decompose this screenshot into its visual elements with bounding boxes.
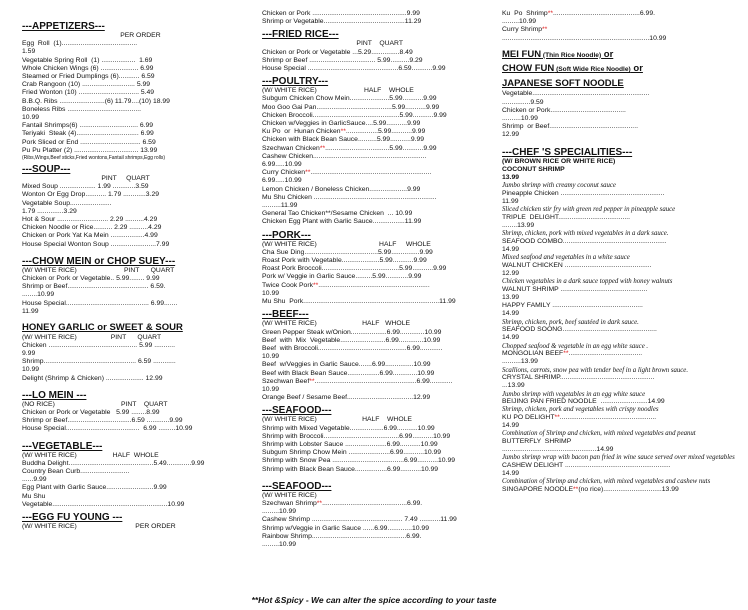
menu-column-left	[22, 18, 244, 531]
spicy-marker: **	[305, 169, 311, 177]
menu-line-spicy	[262, 282, 502, 290]
menu-line: (W/ WHITE RICE) HALF WHOLE	[262, 240, 431, 248]
noodle-description: (Thin Rice Noodle)	[541, 51, 602, 59]
menu-line: House Special............................................ 6.99.......	[22, 299, 178, 307]
menu-line-spicy	[502, 10, 742, 18]
menu-line: Cha Sue Ding.......................................5.99...............9.99	[262, 248, 433, 256]
menu-line: 14.99	[502, 310, 520, 318]
menu-line: Subgum Chicken Chow Mein.....................5.99...........9.99	[262, 95, 437, 103]
menu-line: 11.99	[22, 307, 39, 315]
menu-line: Chicken with Black Bean Sauce..........5.99...........9.99	[262, 136, 425, 144]
menu-line: Orange Beef / Sesame Beef...................................12.99	[262, 394, 431, 402]
dish-name: Ku Po or Hunan Chicken	[262, 128, 341, 136]
menu-line: Chicken Broccoli..............................................5.99...........9.99	[262, 111, 447, 119]
menu-line: House Special....................................... 6.99 .........10.99	[22, 425, 193, 433]
section-heading: ---CHEF 'S SPECIALITIES---	[502, 146, 633, 158]
menu-line: Shrimp................................................. 6.59 ............	[22, 358, 176, 366]
dish-price-leader: ..............................................6.99.	[553, 10, 655, 17]
menu-line: 10.99	[262, 353, 280, 361]
section-heading	[502, 79, 742, 91]
menu-line: Vegetable.............................................................10.99	[22, 500, 185, 508]
dish-price-leader: ...................................................	[559, 413, 657, 421]
dish-price-leader: ..................................5.99...........9.99	[325, 144, 437, 152]
dish-name: KU PO DELIGHT	[502, 413, 555, 421]
menu-line: ..........13.99	[502, 358, 538, 366]
noodle-description: (Soft Wide Rice Noodle)	[554, 66, 631, 74]
menu-line: Beef with Black Bean Sauce.................6.99.............10.99	[262, 369, 435, 377]
section-heading	[502, 50, 742, 62]
menu-line: (W/ WHITE RICE) HALF WHOLE	[22, 451, 159, 459]
spicy-marker: **	[319, 144, 326, 152]
menu-line: Country Bean Curb..........................	[22, 468, 130, 476]
menu-line: SEAFOOD COMBO.......................................................	[502, 237, 667, 245]
menu-line: Rainbow Shrimp..................................................6.99.	[262, 532, 422, 540]
dish-name: Curry Chicken	[262, 169, 306, 177]
spacer	[22, 383, 244, 387]
menu-line: Moo Goo Gai Pan........................................5.99...........9.99	[262, 103, 440, 111]
dish-name: Twice Cook Pork	[262, 281, 313, 289]
menu-line: Chicken or Pork or Vegetable.. 5.99........ 9.99	[22, 275, 160, 283]
menu-line: Pu Pu Platter (2) .................................. 13.99	[22, 146, 158, 154]
spicy-marker: **	[309, 377, 315, 385]
dish-description: Combination of Shrimp and chicken, with mixed vegetables and peanut	[502, 430, 696, 438]
menu-line: Hot & Sour ........................... 2.29 ..........4.29	[22, 216, 158, 224]
spicy-marker: **	[573, 485, 579, 493]
menu-line: Shrimp with Lobster Sauce ......................6.99...........10.99	[262, 440, 438, 448]
menu-line: ..................................................14.99	[502, 446, 614, 454]
menu-line: (NO RICE) PINT QUART	[22, 400, 168, 408]
dish-price-leader: .............................................6.99.	[322, 499, 423, 507]
dish-price-leader: .................5.99...........9.99	[345, 128, 426, 136]
section-heading: ---VEGETABLE---	[22, 440, 103, 452]
menu-line: Chicken Egg Plant with Garlic Sauce.................11.99	[262, 218, 422, 226]
menu-line: Egg Plant with Garlic Sauce.........................9.99	[22, 484, 167, 492]
spice-footnote: **Hot &Spicy - We can alter the spice according to your taste	[251, 595, 497, 605]
menu-line: ........10.99	[22, 291, 55, 299]
menu-line: BUTTERFLY SHRIMP	[502, 437, 572, 445]
dish-name: MONGOLIAN BEEF	[502, 350, 564, 358]
menu-line-bold: 13.99	[502, 173, 520, 181]
menu-line: 1.79 ..............3.29	[22, 207, 77, 215]
noodle-type: CHOW FUN	[502, 63, 555, 75]
menu-line: Pork w/ Veggie in Garlic Sauce.........5.99............9.99	[262, 273, 422, 281]
heading-conjunction: or	[601, 48, 614, 60]
menu-line-spicy	[262, 145, 502, 153]
section-heading: ---SEAFOOD---	[262, 480, 332, 492]
menu-line: Vegetable Spring Roll (1) .................. 1.69	[22, 56, 153, 64]
menu-column-right	[502, 10, 742, 494]
menu-line: Pork Sliced or End ................................ 6.59	[22, 138, 156, 146]
menu-line: Mu Shu Chicken .................................................................	[262, 193, 437, 201]
spicy-marker: **	[554, 413, 560, 421]
menu-line: .........10.99	[262, 508, 297, 516]
menu-line: BEIJING PAN FRIED NOODLE .........................14.99	[502, 398, 665, 406]
menu-line: 6.99.....10.99	[262, 161, 302, 169]
section-heading: ---APPETIZERS---	[22, 21, 105, 32]
dish-description: Jumbo shrimp with creamy coconut sauce	[502, 182, 616, 190]
menu-line: (W/ WHITE RICE) HALF WHOLE	[262, 416, 412, 424]
menu-line-spicy	[502, 414, 742, 422]
menu-line: 9.99	[22, 350, 36, 357]
menu-line: ..........10.99	[502, 114, 538, 122]
menu-line: 14.99	[502, 422, 520, 430]
section-heading: ---POULTRY---	[262, 76, 329, 88]
menu-line: Beef w/Veggies in Garlic Sauce.......6.99...............10.99	[262, 361, 431, 369]
menu-line: Roast Pork with Vegetable....................5.99...........9.99	[262, 257, 427, 265]
menu-line: Chicken or Pork........................................	[502, 106, 626, 114]
menu-line: General Tao Chicken**/Sesame Chicken ... 10.99	[262, 210, 413, 218]
spacer	[502, 140, 742, 144]
dish-description: Chicken vegetables in a dark sauce topped with honey walnuts	[502, 278, 673, 286]
menu-line: Vegetable Soup......................	[22, 199, 112, 207]
menu-line: Cashew Shrimp ................................................ 7.49 ...........11.99	[262, 516, 457, 524]
menu-line-bold: (W/ BROWN RICE OR WHITE RICE)	[502, 157, 616, 165]
menu-line-spicy	[502, 486, 742, 494]
menu-line: (W/ WHITE RICE) PER ORDER	[22, 523, 176, 531]
menu-line: PER ORDER	[22, 32, 161, 39]
menu-line: B.B.Q. Ribs ........................(6) 11.79....(10) 18.99	[22, 97, 170, 105]
menu-line: CASHEW DELIGHT ........................................................	[502, 461, 671, 469]
spicy-marker: **	[340, 128, 346, 136]
menu-line: Cashew Chicken............................................................	[262, 152, 427, 160]
spacer	[262, 474, 502, 478]
noodle-type: JAPANESE SOFT NOODLE	[502, 77, 624, 89]
menu-line: Chicken or Pork Yat Ka Mein ..................4.99	[22, 232, 158, 240]
noodle-type: MEI FUN	[502, 48, 542, 60]
dish-description: Combination of Shrimp and chicken, with mixed vegetables and cashew nuts	[502, 478, 711, 486]
menu-line: PINT QUART	[262, 40, 403, 48]
dish-price-leader: ......................................................6.99............	[314, 377, 453, 385]
menu-line: Egg Roll (1)........................................	[22, 40, 138, 48]
spacer	[502, 43, 742, 47]
dish-description: Sliced chicken stir fry with green red pepper in pineapple sauce	[502, 206, 676, 214]
menu-line: Shrimp or Beef........................................... 6.59.	[22, 283, 166, 291]
menu-line: Mixed Soup ................... 1.99 ............3.59	[22, 183, 149, 191]
menu-line: Shrimp or Beef..................................6.59 ............9.99	[22, 417, 183, 425]
menu-line: Whole Chicken Wings (6) .................... 6.99	[22, 64, 154, 72]
section-heading: ---CHOW MEIN or CHOP SUEY---	[22, 255, 176, 267]
menu-line: ........13.99	[502, 221, 535, 229]
dish-name: Szechwan Beef	[262, 377, 310, 385]
menu-line: Shrimp or Beef...............................................	[502, 123, 638, 131]
menu-line: 10.99	[22, 366, 40, 374]
section-heading	[502, 64, 742, 76]
menu-line: 6.99.....10.99	[262, 177, 302, 185]
menu-line: Crab Rangoon (10) ............................ 5.99	[22, 81, 151, 89]
spacer	[22, 434, 244, 438]
spacer	[22, 249, 244, 253]
menu-line: Wonton Or Egg Drop........... 1.79 ............3.29	[22, 191, 160, 199]
spicy-marker: **	[563, 350, 569, 358]
menu-line-spicy	[502, 26, 742, 34]
spicy-marker: **	[542, 26, 548, 34]
menu-line: HAPPY FAMILY ................................................	[502, 302, 643, 310]
menu-line: Shrimp with Mixed Vegetable..................6.99...........10.99	[262, 424, 435, 432]
menu-line: 14.99	[502, 245, 520, 253]
menu-line: Steamed or Fried Dumplings (6)........... 6.59	[22, 73, 155, 81]
spicy-marker: **	[547, 10, 554, 17]
dish-name: SINGAPORE NOODLE	[502, 485, 574, 493]
menu-line: Vegetable..............................................................	[502, 90, 650, 98]
platter-contents: (Ribs,Wings,Beef sticks,Fried wontons,Fantail shrimps,Egg rolls)	[22, 155, 166, 162]
menu-line: Green Pepper Steak w/Onion...................6.99.............10.99	[262, 328, 442, 336]
menu-line: Shrimp with Black Bean Sauce.................6.99...........10.99	[262, 465, 439, 473]
menu-line: Chicken or Pork or Vegetable 5.99 ........8.99	[22, 409, 160, 417]
menu-line: Teriyaki Steak (4)................................. 6.99	[22, 130, 154, 138]
section-heading: ---SEAFOOD---	[262, 405, 332, 417]
menu-line: ...13.99	[502, 382, 525, 390]
menu-line: Subgum Shrimp Chow Mein ......................6.99...........10.99	[262, 449, 442, 457]
menu-line: Chicken or Pork ..................................................9.99	[262, 10, 420, 17]
section-heading: ---EGG FU YOUNG ---	[22, 512, 123, 524]
menu-line: 10.99	[262, 385, 280, 393]
dish-price-leader: ................................................................	[310, 169, 432, 177]
dish-description: Jumbo shrimp with vegetables in an egg white sauce	[502, 390, 646, 398]
menu-line: PINT QUART	[22, 175, 150, 183]
menu-line: ......9.99	[22, 476, 47, 484]
menu-line: 10.99	[262, 289, 280, 297]
menu-line-spicy	[262, 500, 502, 508]
menu-line: Shrimp or Vegetable...........................................11.29	[262, 18, 422, 26]
dish-name: Ku Po Shrimp	[502, 10, 548, 17]
menu-line: Mu Shu Pork........................................................................11.99	[262, 298, 456, 306]
menu-line: Boneless Ribs .......................................	[22, 105, 141, 113]
menu-line: (W/ WHITE RICE) HALF WHOLE	[262, 320, 411, 328]
dish-description: Mixed seafood and vegetables in a white sauce	[502, 254, 630, 262]
spicy-marker: **	[316, 499, 323, 507]
menu-line: Lemon Chicken / Boneless Chicken....................9.99	[262, 185, 421, 193]
menu-line: ..............................................................................10.99	[502, 34, 667, 42]
menu-line-spicy	[502, 350, 742, 358]
menu-line: .........10.99	[262, 540, 297, 548]
section-heading: HONEY GARLIC or SWEET & SOUR	[22, 322, 183, 334]
section-heading: ---FRIED RICE---	[262, 29, 339, 41]
menu-line: WALNUT SHRIMP ..............................................	[502, 285, 648, 293]
menu-line: Shrimp with Broccoli........................................6.99...........10.99	[262, 432, 451, 440]
menu-line: Beef with Broccoli...............................................6.99............	[262, 344, 443, 352]
menu-line: 14.99	[502, 470, 520, 478]
dish-price-leader: (no rice)...............................13.99	[578, 485, 679, 493]
menu-line: (W/ WHITE RICE) HALF WHOLE	[262, 87, 414, 95]
menu-line: Shrimp with Snow Pea ......................................6.99...........10.99	[262, 457, 456, 465]
dish-price-leader: .......................................	[568, 350, 643, 358]
menu-line: Buddha Delight.............................................5.49.............9.99	[22, 459, 205, 467]
dish-description: Jumbo shrimp wrap with bacon pan fried in wine sauce served over mixed vegetables	[502, 454, 735, 462]
menu-line: TRIPLE DELIGHT......................................	[502, 213, 631, 221]
menu-line: House Special ................................................6.59...........9.99	[262, 65, 446, 73]
dish-price-leader: ...........................................................	[318, 281, 430, 289]
menu-line: 1.59	[22, 48, 36, 56]
menu-line-spicy	[262, 128, 502, 136]
menu-line: 10.99	[22, 114, 40, 122]
dish-name: Szechwan Shrimp	[262, 499, 317, 507]
dish-name: Curry Shrimp	[502, 26, 543, 34]
dish-description: Scallions, carrots, snow pea with tender beef in a light brown sauce.	[502, 366, 689, 374]
section-heading: ---PORK---	[262, 229, 311, 241]
menu-line: Chicken w/Veggies in GarlicSauce....5.99...........9.99	[262, 120, 421, 128]
menu-line: House Special Wonton Soup ........................7.99	[22, 240, 170, 248]
menu-line: Delight (Shrimp & Chicken) .................... 12.99	[22, 374, 163, 382]
menu-line-bold: COCONUT SHRIMP	[502, 165, 565, 173]
menu-line: Pineapple Chicken .......................................................	[502, 189, 665, 197]
menu-line-spicy	[262, 378, 502, 386]
menu-line: SEAFOOD SOONG..................................................	[502, 326, 657, 334]
dish-name: Szechwan Chicken	[262, 144, 320, 152]
menu-line: Shrimp or Beef ................................... 5.99..........9.29	[262, 56, 423, 64]
menu-line: Fried Wonton (10) ................................ 5.49	[22, 89, 155, 97]
dish-description: Shrimp, chicken, pork, beef sautéed in dark sauce.	[502, 318, 639, 326]
menu-line-spicy	[262, 169, 502, 177]
menu-line: 12.99	[502, 131, 520, 139]
menu-line: (W/ WHITE RICE)	[262, 491, 317, 499]
section-heading: ---SOUP---	[22, 164, 71, 176]
menu-line: Chicken Noodle or Rice.......... 2.29 ..........4.29	[22, 224, 162, 232]
menu-line: CRYSTAL SHRIMP..................................................	[502, 374, 655, 382]
menu-line: (W/ WHITE RICE) PINT QUART	[22, 333, 162, 341]
menu-line: Mu Shu	[22, 492, 46, 500]
spacer	[22, 316, 244, 320]
dish-description: Shrimp, chicken, pork and vegetables with crispy noodles	[502, 406, 659, 414]
menu-line: 12.99	[502, 269, 520, 277]
menu-line: Fantail Shrimps(6) ............................... 6.99	[22, 122, 154, 130]
menu-line: Shrimp w/Veggie in Garlic Sauce ......6.99.............10.99	[262, 524, 429, 532]
menu-line: Beef with Mix Vegetable........................6.99.............10.99	[262, 336, 441, 344]
dish-description: Chopped seafood & vegetable in an egg white sauce .	[502, 342, 649, 350]
menu-line: Chicken ............................................... 5.99 ...........	[22, 341, 175, 349]
section-heading: ---LO MEIN ---	[22, 389, 87, 401]
menu-line: 13.99	[502, 293, 520, 301]
spicy-marker: **	[313, 281, 319, 289]
heading-conjunction: or	[630, 63, 643, 75]
dish-description: Shrimp, chicken, pork with mixed vegetables in a dark sauce.	[502, 230, 669, 238]
menu-line: Chicken or Pork or Vegetable ...5.29...............8.49	[262, 48, 413, 56]
menu-line: .........10.99	[502, 18, 537, 26]
menu-column-middle	[262, 10, 502, 549]
menu-line: 14.99	[502, 334, 520, 342]
menu-line: WALNUT CHICKEN ..............................................	[502, 261, 652, 269]
menu-line: Roast Pork Broccoli.........................................5.99...........9.99	[262, 265, 447, 273]
section-heading: ---BEEF---	[262, 309, 309, 321]
menu-line: 11.99	[502, 197, 519, 205]
menu-line: ...............9.59	[502, 98, 544, 106]
menu-line: ..........11.99	[262, 202, 298, 210]
menu-line: (W/ WHITE RICE) PINT QUART	[22, 266, 175, 274]
